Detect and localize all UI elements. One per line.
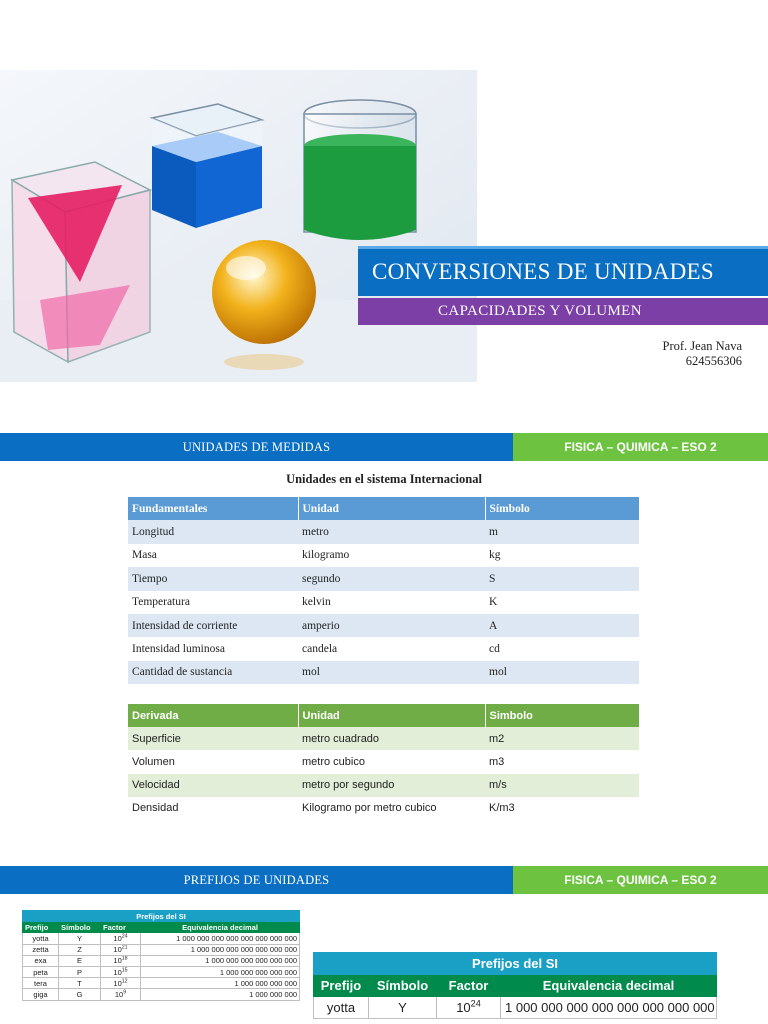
table-cell xyxy=(437,997,501,1019)
table-cell: Volumen xyxy=(128,750,298,773)
table-cell: m/s xyxy=(485,774,639,797)
column-header: Unidad xyxy=(298,704,485,727)
factor-exponent: 24 xyxy=(121,933,128,940)
column-header: Simbolo xyxy=(485,704,639,727)
table-cell: Velocidad xyxy=(128,774,298,797)
table-cell: metro xyxy=(298,520,485,543)
table-row xyxy=(128,544,639,567)
table-cell: K/m3 xyxy=(485,797,639,820)
table-row xyxy=(128,774,639,797)
table-cell: Y xyxy=(59,933,101,944)
table-cell xyxy=(101,978,141,989)
author-block xyxy=(663,339,743,369)
column-header: Fundamentales xyxy=(128,497,298,520)
column-header: Símbolo xyxy=(485,497,639,520)
table-cell: Z xyxy=(59,944,101,955)
column-header: Factor xyxy=(101,922,141,933)
table-cell: Superficie xyxy=(128,727,298,750)
factor-base: 10 xyxy=(113,933,122,943)
factor-exponent: 24 xyxy=(470,998,481,1009)
table-cell: 1 000 000 000 000 000 000 000 xyxy=(141,944,300,955)
table-cell: Intensidad de corriente xyxy=(128,614,298,637)
column-header: Prefijo xyxy=(23,922,59,933)
table-cell: kilogramo xyxy=(298,544,485,567)
table-row xyxy=(23,989,300,1000)
table-cell: T xyxy=(59,978,101,989)
table-row xyxy=(314,997,717,1019)
table-header-row xyxy=(314,975,717,997)
table-header-row xyxy=(128,704,639,727)
table-caption-row xyxy=(314,953,717,975)
section-title-prefixes: PREFIJOS DE UNIDADES xyxy=(0,866,513,894)
table-row xyxy=(128,797,639,820)
table-cell: 1 000 000 000 000 000 xyxy=(141,966,300,977)
table-cell: m3 xyxy=(485,750,639,773)
table-row xyxy=(128,614,639,637)
column-header: Derivada xyxy=(128,704,298,727)
factor-base: 10 xyxy=(113,978,122,988)
si-prefix-table-small xyxy=(22,910,300,1001)
si-units-caption: Unidades en el sistema Internacional xyxy=(286,472,482,486)
section-course-prefixes: FISICA – QUIMICA – ESO 2 xyxy=(513,866,768,894)
table-header-row xyxy=(23,922,300,933)
column-header: Equivalencia decimal xyxy=(141,922,300,933)
table-caption-row xyxy=(23,911,300,922)
table-caption: Prefijos del SI xyxy=(314,953,717,975)
table-cell: Densidad xyxy=(128,797,298,820)
author-phone: 624556306 xyxy=(685,354,742,368)
column-header: Factor xyxy=(437,975,501,997)
table-cell: 1 000 000 000 000 000 000 000 000 xyxy=(141,933,300,944)
table-cell: kelvin xyxy=(298,591,485,614)
cover-subtitle-band xyxy=(358,298,768,325)
factor-base: 10 xyxy=(113,967,122,977)
table-caption: Prefijos del SI xyxy=(23,911,300,922)
table-cell: amperio xyxy=(298,614,485,637)
table-cell: mol xyxy=(298,661,485,684)
table-cell: K xyxy=(485,591,639,614)
table-row xyxy=(128,520,639,543)
fundamental-units-table xyxy=(128,497,640,684)
table-cell: yotta xyxy=(314,997,369,1019)
table-row xyxy=(23,944,300,955)
table-cell: Longitud xyxy=(128,520,298,543)
table-cell: E xyxy=(59,955,101,966)
table-row xyxy=(23,933,300,944)
section-title-units: UNIDADES DE MEDIDAS xyxy=(0,433,513,461)
table-cell xyxy=(101,944,141,955)
table-row xyxy=(23,955,300,966)
table-cell: metro cubico xyxy=(298,750,485,773)
column-header: Símbolo xyxy=(59,922,101,933)
table-cell: segundo xyxy=(298,567,485,590)
table-cell: Tiempo xyxy=(128,567,298,590)
table-cell: candela xyxy=(298,637,485,660)
table-cell: cd xyxy=(485,637,639,660)
table-cell: 1 000 000 000 000 000 000 xyxy=(141,955,300,966)
table-cell: Temperatura xyxy=(128,591,298,614)
table-cell: 1 000 000 000 000 000 000 000 000 xyxy=(501,997,717,1019)
table-cell: kg xyxy=(485,544,639,567)
table-cell: yotta xyxy=(23,933,59,944)
table-row xyxy=(128,637,639,660)
derived-units-table xyxy=(128,704,640,820)
table-cell xyxy=(101,955,141,966)
cover-title-band xyxy=(358,246,768,296)
table-cell: Cantidad de sustancia xyxy=(128,661,298,684)
table-row xyxy=(23,966,300,977)
factor-exponent: 21 xyxy=(121,944,128,951)
section-header-units xyxy=(0,433,768,461)
factor-base: 10 xyxy=(114,989,124,999)
cover-illustration xyxy=(0,70,477,382)
column-header: Símbolo xyxy=(369,975,437,997)
table-cell: Y xyxy=(369,997,437,1019)
section-header-prefixes xyxy=(0,866,768,894)
factor-exponent: 9 xyxy=(123,989,127,996)
table-cell: exa xyxy=(23,955,59,966)
column-header: Equivalencia decimal xyxy=(501,975,717,997)
factor-exponent: 15 xyxy=(121,967,128,974)
factor-exponent: 18 xyxy=(121,955,128,962)
cover-title: CONVERSIONES DE UNIDADES xyxy=(372,259,714,284)
table-cell: m xyxy=(485,520,639,543)
column-header: Prefijo xyxy=(314,975,369,997)
table-cell xyxy=(101,933,141,944)
table-cell: G xyxy=(59,989,101,1000)
table-cell: metro cuadrado xyxy=(298,727,485,750)
section-course-units: FISICA – QUIMICA – ESO 2 xyxy=(513,433,768,461)
factor-base: 10 xyxy=(113,956,122,966)
cover-subtitle: CAPACIDADES Y VOLUMEN xyxy=(438,303,642,319)
table-cell: A xyxy=(485,614,639,637)
table-cell: giga xyxy=(23,989,59,1000)
table-row xyxy=(23,978,300,989)
table-cell: 1 000 000 000 xyxy=(141,989,300,1000)
table-row xyxy=(128,567,639,590)
table-cell: Masa xyxy=(128,544,298,567)
table-row xyxy=(128,750,639,773)
table-cell: P xyxy=(59,966,101,977)
factor-exponent: 12 xyxy=(121,978,128,985)
table-row xyxy=(128,591,639,614)
table-cell xyxy=(101,989,141,1000)
table-cell: zetta xyxy=(23,944,59,955)
table-cell: Kilogramo por metro cubico xyxy=(298,797,485,820)
table-cell: peta xyxy=(23,966,59,977)
table-cell: S xyxy=(485,567,639,590)
author-name: Prof. Jean Nava xyxy=(662,339,742,353)
si-prefix-table-large xyxy=(313,952,717,1019)
factor-base: 10 xyxy=(113,945,122,955)
table-cell xyxy=(101,966,141,977)
table-cell: metro por segundo xyxy=(298,774,485,797)
table-cell: Intensidad luminosa xyxy=(128,637,298,660)
table-cell: mol xyxy=(485,661,639,684)
table-row xyxy=(128,661,639,684)
column-header: Unidad xyxy=(298,497,485,520)
table-cell: m2 xyxy=(485,727,639,750)
factor-base: 10 xyxy=(456,1000,471,1015)
table-header-row xyxy=(128,497,639,520)
table-row xyxy=(128,727,639,750)
table-cell: tera xyxy=(23,978,59,989)
table-cell: 1 000 000 000 000 xyxy=(141,978,300,989)
